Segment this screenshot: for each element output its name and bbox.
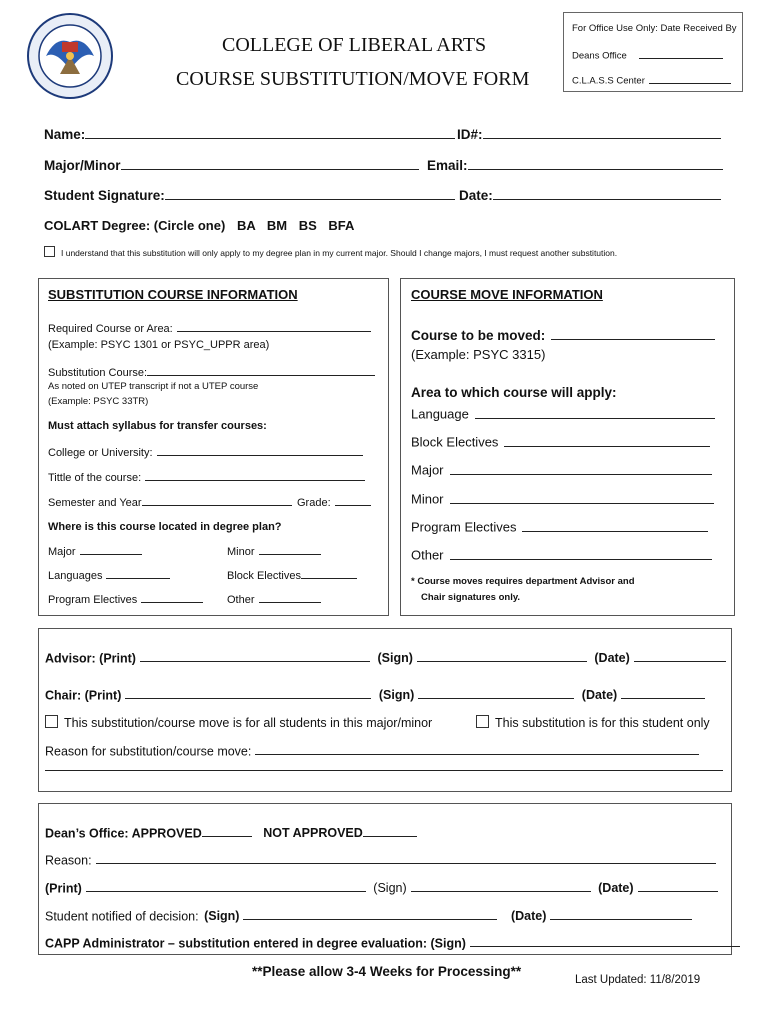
- substitution-course-example: (Example: PSYC 33TR): [48, 396, 149, 407]
- dean-print-row[interactable]: (Print) (Sign) (Date): [45, 880, 718, 895]
- all-students-option[interactable]: This substitution/course move is for all students in this major/minor: [45, 715, 432, 730]
- grade-field[interactable]: Grade:: [297, 495, 371, 509]
- syllabus-note: Must attach syllabus for transfer courses:: [48, 420, 267, 432]
- substitution-course-field[interactable]: Substitution Course:: [48, 365, 375, 379]
- student-notified-row[interactable]: Student notified of decision: (Sign) (Date): [45, 908, 692, 923]
- dean-section: [38, 803, 732, 955]
- office-use-box: [563, 12, 743, 92]
- major-minor-field[interactable]: Major/Minor: [44, 157, 419, 173]
- area-program-electives[interactable]: Program Electives: [411, 519, 708, 535]
- semester-year-field[interactable]: Semester and Year: [48, 495, 292, 509]
- office-use-heading: For Office Use Only: Date Received By: [572, 23, 737, 34]
- capp-row[interactable]: CAPP Administrator – substitution entered in degree evaluation: (Sign): [45, 935, 740, 950]
- degree-option-bs[interactable]: BS: [298, 218, 317, 233]
- this-student-checkbox[interactable]: [476, 715, 489, 728]
- class-center-field[interactable]: C.L.A.S.S Center: [572, 74, 731, 87]
- location-program-electives[interactable]: Program Electives: [48, 592, 203, 606]
- name-field[interactable]: Name:: [44, 126, 455, 142]
- area-block-electives[interactable]: Block Electives: [411, 434, 710, 450]
- student-signature-field[interactable]: Student Signature:: [44, 187, 455, 203]
- email-field[interactable]: Email:: [427, 157, 723, 173]
- course-to-move-field[interactable]: Course to be moved:: [411, 327, 715, 343]
- location-block-electives[interactable]: Block Electives: [227, 568, 357, 582]
- area-other[interactable]: Other: [411, 547, 712, 563]
- substitution-section: [38, 278, 389, 616]
- location-other[interactable]: Other: [227, 592, 321, 606]
- reason-continuation-line[interactable]: [45, 770, 723, 771]
- dean-approved: Dean’s Office: APPROVED: [45, 826, 202, 841]
- substitution-heading: SUBSTITUTION COURSE INFORMATION: [48, 287, 298, 302]
- date-field[interactable]: Date:: [459, 187, 721, 203]
- location-major[interactable]: Major: [48, 544, 142, 558]
- move-note-line2: Chair signatures only.: [421, 592, 521, 603]
- location-minor[interactable]: Minor: [227, 544, 321, 558]
- area-minor[interactable]: Minor: [411, 491, 714, 507]
- college-university-field[interactable]: College or University:: [48, 445, 363, 459]
- area-language[interactable]: Language: [411, 406, 715, 422]
- move-note-line1: * Course moves requires department Advisor and: [411, 576, 635, 587]
- chair-row[interactable]: Chair: (Print) (Sign) (Date): [45, 687, 705, 702]
- course-to-move-example: (Example: PSYC 3315): [411, 347, 546, 362]
- dean-reason-row[interactable]: Reason:: [45, 852, 716, 867]
- acknowledge-row: [44, 246, 617, 258]
- required-course-example: (Example: PSYC 1301 or PSYC_UPPR area): [48, 339, 270, 351]
- acknowledge-text: I understand that this substitution will only apply to my degree plan in my current major. Should I change majors, I must request another substitution.: [61, 248, 618, 258]
- processing-note: **Please allow 3-4 Weeks for Processing**: [252, 964, 522, 979]
- substitution-course-note: As noted on UTEP transcript if not a UTEP course: [48, 381, 259, 392]
- id-field[interactable]: ID#:: [457, 126, 721, 142]
- dean-not-approved: NOT APPROVED: [263, 826, 363, 841]
- move-section: [400, 278, 735, 616]
- degree-label: COLART Degree: (Circle one): [44, 218, 226, 233]
- last-updated: Last Updated: 11/8/2019: [575, 974, 701, 986]
- degree-option-bm[interactable]: BM: [266, 218, 288, 233]
- course-title-field[interactable]: Tittle of the course:: [48, 470, 365, 484]
- area-major[interactable]: Major: [411, 462, 712, 478]
- degree-plan-location-heading: Where is this course located in degree plan?: [48, 521, 282, 533]
- reason-row[interactable]: Reason for substitution/course move:: [45, 743, 699, 758]
- all-students-checkbox[interactable]: [45, 715, 58, 728]
- acknowledge-checkbox[interactable]: [44, 246, 55, 257]
- college-seal: [26, 12, 114, 100]
- approval-section: [38, 628, 732, 792]
- degree-option-bfa[interactable]: BFA: [328, 218, 355, 233]
- move-heading: COURSE MOVE INFORMATION: [411, 287, 603, 302]
- this-student-option[interactable]: This substitution is for this student only: [476, 715, 710, 730]
- required-course-field[interactable]: Required Course or Area:: [48, 321, 371, 335]
- advisor-row[interactable]: Advisor: (Print) (Sign) (Date): [45, 650, 726, 665]
- deans-office-field[interactable]: Deans Office: [572, 49, 723, 62]
- apply-area-heading: Area to which course will apply:: [411, 385, 617, 400]
- form-title-course: COURSE SUBSTITUTION/MOVE FORM: [176, 68, 530, 90]
- degree-selection: [44, 218, 354, 233]
- form-title-college: COLLEGE OF LIBERAL ARTS: [222, 34, 487, 56]
- location-languages[interactable]: Languages: [48, 568, 170, 582]
- degree-option-ba[interactable]: BA: [236, 218, 256, 233]
- dean-decision-row[interactable]: [45, 825, 417, 840]
